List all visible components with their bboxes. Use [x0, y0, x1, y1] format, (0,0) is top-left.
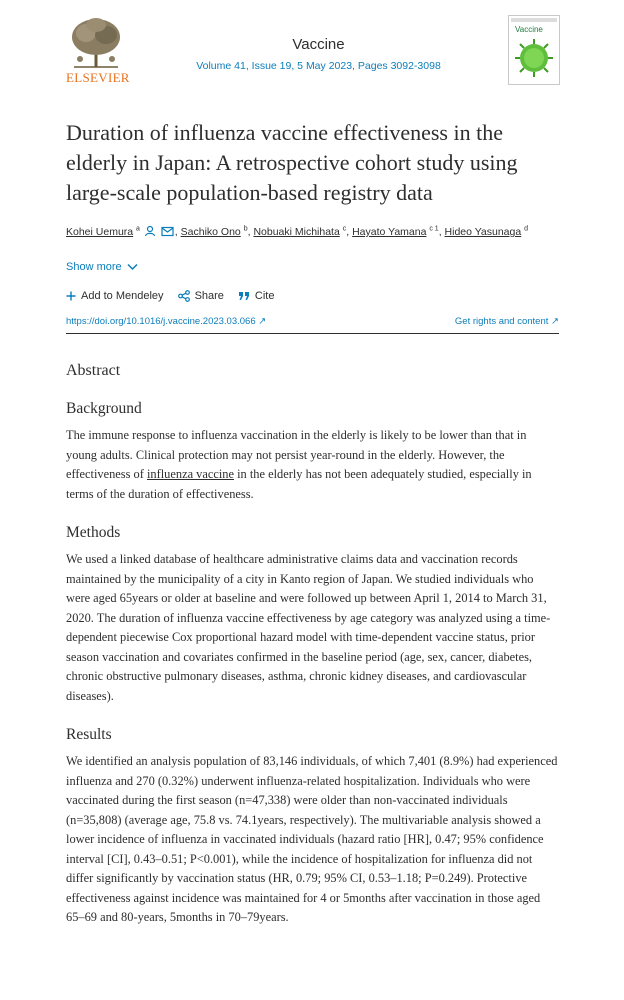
doi-link[interactable]: [66, 316, 266, 327]
cite-label: Cite: [254, 290, 275, 302]
doi-text: https://doi.org/10.1016/j.vaccine.2023.03.066: [66, 316, 256, 327]
share-label: Share: [194, 290, 224, 302]
author-affiliation-sup[interactable]: a: [136, 225, 140, 233]
cite-button[interactable]: [238, 290, 275, 302]
journal-issue-link[interactable]: Volume 41, Issue 19, 5 May 2023, Pages 3092-3098: [196, 60, 441, 72]
share-button[interactable]: [178, 290, 224, 302]
journal-cover-thumbnail[interactable]: [508, 15, 560, 85]
external-link-icon: ↗: [551, 316, 559, 327]
chevron-down-icon: [127, 263, 138, 271]
author-link[interactable]: Hideo Yasunaga: [444, 226, 522, 238]
share-icon: [178, 290, 190, 302]
author-affiliation-sup[interactable]: c: [342, 225, 347, 233]
author-affiliation-sup[interactable]: c 1: [429, 225, 439, 233]
plus-icon: [66, 291, 76, 301]
author-link[interactable]: Sachiko Ono: [180, 226, 241, 238]
author-list: Kohei Uemura $^a$ , Sachiko Ono $^b$, Nobuaki Michihata $^c$, Hayato Yamana $^{c 1}$, Hideo Yasunaga $^d$: [66, 225, 529, 238]
methods-heading: Methods: [66, 524, 121, 541]
rights-link[interactable]: [455, 316, 559, 327]
mendeley-label: Add to Mendeley: [81, 290, 164, 302]
article-actions: [66, 290, 559, 302]
background-paragraph: [66, 426, 559, 504]
elsevier-wordmark: ELSEVIER: [66, 70, 130, 85]
cover-title: Vaccine: [515, 25, 543, 34]
show-more-button[interactable]: [66, 261, 559, 273]
author-affiliation-sup[interactable]: b: [243, 225, 248, 233]
background-text: The immune response to influenza vaccination in the elderly is likely to be lower than that in young adults. Clinical protection may not persist year-round in the elderly. However, the effectiveness of: [66, 428, 527, 481]
article-links: [66, 316, 559, 334]
external-link-icon: ↗: [258, 316, 267, 327]
virus-cover-image: [509, 16, 559, 84]
journal-header: [66, 0, 559, 98]
person-icon[interactable]: [144, 225, 156, 240]
abstract-heading: Abstract: [66, 362, 121, 379]
show-more-label: Show more: [66, 261, 122, 273]
rights-text: Get rights and content: [454, 316, 549, 327]
journal-name[interactable]: Vaccine: [292, 36, 345, 53]
methods-paragraph: We used a linked database of healthcare administrative claims data and vaccination records maintained by the municipality of a city in Kanto region of Japan. We studied individuals who were aged 65years or older at baseline and were followed up between April 1, 2014 to March 31, 2020. The duration of influenza vaccine effectiveness by age category was analyzed using a time-dependent piecewise Cox proportional hazard model with time-dependent vaccine status, prior season vaccination and covariates confirmed in the baseline period (age, sex, cancer, diabetes, chronic obstructive pulmonary diseases, asthma, chronic kidney diseases, and cardiovascular diseases).: [66, 552, 551, 703]
add-to-mendeley-button[interactable]: [66, 290, 164, 302]
author-affiliation-sup[interactable]: d: [524, 225, 529, 233]
envelope-icon[interactable]: [161, 226, 174, 240]
article-page: [66, 0, 559, 928]
article-title: Duration of influenza vaccine effectiveness in the elderly in Japan: A retrospective cohort study using large-scale population-based registry data: [66, 120, 518, 205]
background-text-end: in the elderly has not been adequately studied, especially in terms of the duration of effectiveness.: [66, 467, 532, 501]
author-link[interactable]: Hayato Yamana: [352, 226, 427, 238]
results-paragraph: We identified an analysis population of 83,146 individuals, of which 7,401 (8.9%) had experienced influenza and 270 (0.32%) underwent influenza-related hospitalization. Individuals who were vaccinated during the first season (n=47,338) were older than non-vaccinated individuals (n=35,808) (average age, 75.8 vs. 74.1years, respectively). The multivariable analysis showed a lower incidence of influenza in vaccinated individuals (hazard ratio [HR], 0.47; 95% confidence interval [CI], 0.43–0.51; P<0.001), while the incidence of hospitalization for influenza did not differ significantly by vaccination status (HR, 0.79; 95% CI, 0.53–1.18; P=0.249). Protective effectiveness against incidence was maintained for 4 or 5months after vaccination in those aged 65–69 and 80-years, 5months in 70–79years.: [66, 754, 558, 924]
author-link[interactable]: Kohei Uemura: [66, 226, 134, 238]
quote-icon: [238, 291, 250, 301]
journal-info: [196, 36, 441, 72]
author-link[interactable]: Nobuaki Michihata: [253, 226, 340, 238]
influenza-vaccine-link[interactable]: influenza vaccine: [146, 467, 234, 481]
results-heading: Results: [66, 726, 112, 743]
background-heading: Background: [66, 400, 142, 417]
